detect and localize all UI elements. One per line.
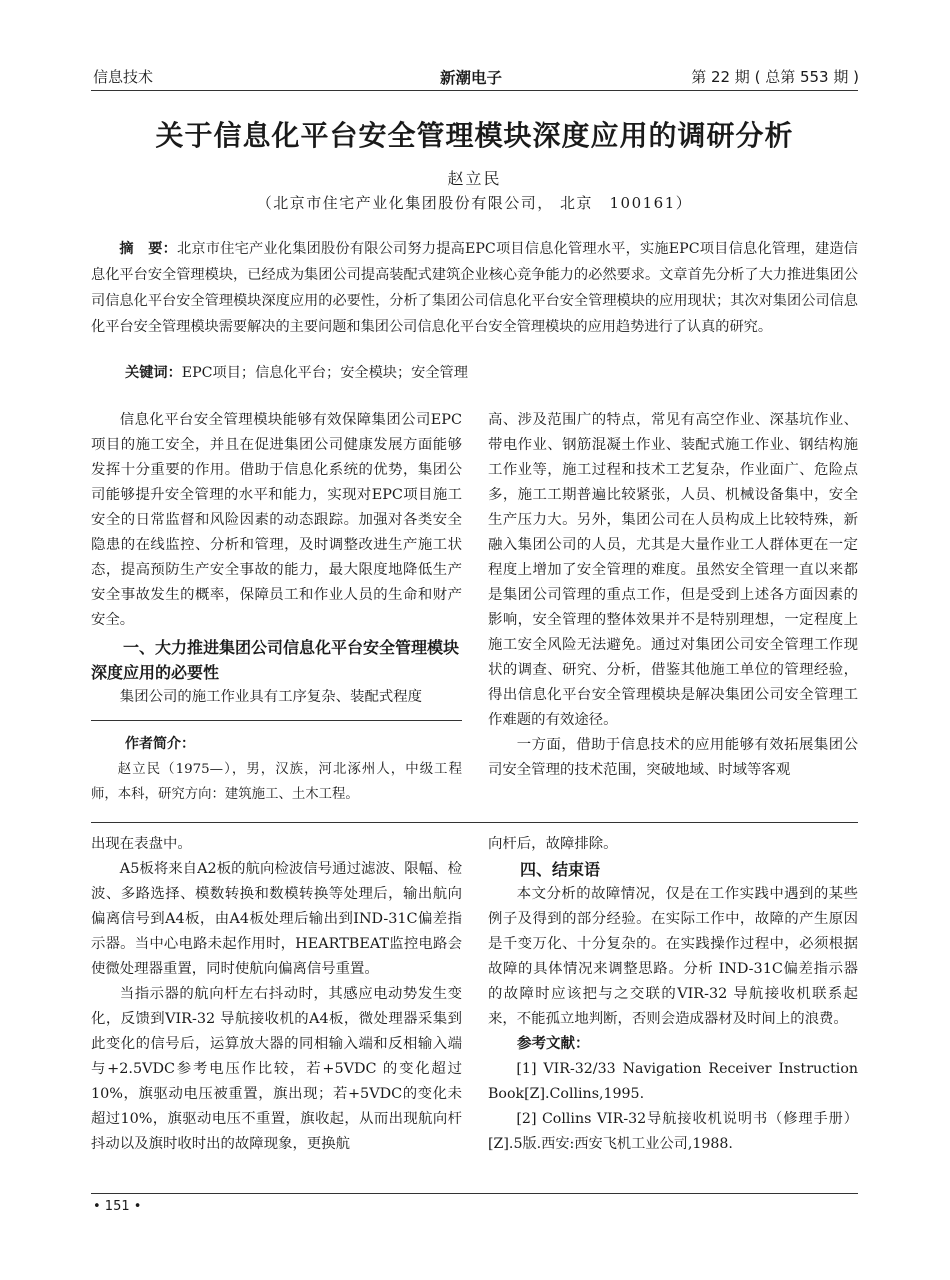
article-right-column — [488, 408, 858, 783]
abstract-label: 摘 要： — [119, 241, 177, 257]
article-author: 赵立民 — [447, 169, 502, 188]
keywords-label: 关键词： — [125, 365, 182, 381]
page-number: • 151 • — [93, 1199, 142, 1214]
abstract-text: 北京市住宅产业化集团股份有限公司努力提高EPC项目信息化管理水平，实施EPC项目信息化管理，建造信息化平台安全管理模块，已经成为集团公司提高装配式建筑企业核心竞争能力的必然要求。文章首先分析了大力推进集团公司信息化平台安全管理模块深度应用的必要性，分析了集团公司信息化平台安全管理模块的应用现状；其次对集团公司信息化平台安全管理模块需要解决的主要问题和集团公司信息化平台安全管理模块的应用趋势进行了认真的研究。 — [91, 241, 858, 335]
author-note-text: 赵立民（1975—），男，汉族，河北涿州人，中级工程师，本科，研究方向：建筑施工、土木工程。 — [91, 762, 462, 802]
article-left-column — [91, 408, 462, 710]
author-note — [91, 732, 462, 807]
prev-right-paragraph-0: 向杆后，故障排除。 — [488, 836, 618, 852]
prev-paragraph-0: 出现在表盘中。 — [91, 836, 192, 852]
references-label: 参考文献： — [517, 1036, 590, 1052]
article-title: 关于信息化平台安全管理模块深度应用的调研分析 — [155, 119, 794, 152]
article-affiliation: （北京市住宅产业化集团股份有限公司， 北京 100161） — [256, 194, 693, 212]
author-note-label: 作者简介： — [125, 736, 195, 752]
section-1-continued: 高、涉及范围广的特点，常见有高空作业、深基坑作业、带电作业、钢筋混凝土作业、装配式施工作业、钢结构施工作业等，施工过程和技术工艺复杂，作业面广、危险点多，施工工期普遍比较紧张，人员、机械设备集中，安全生产压力大。另外，集团公司在人员构成上比较特殊，新融入集团公司的人员，尤其是大量作业工人群体更在一定程度上增加了安全管理的难度。虽然安全管理一直以来都是集团公司管理的重点工作，但是受到上述各方面因素的影响，安全管理的整体效果并不是特别理想，一定程度上施工安全风险无法避免。通过对集团公司安全管理工作现状的调查、研究、分析，借鉴其他施工单位的管理经验，得出信息化平台安全管理模块是解决集团公司安全管理工作难题的有效途径。 — [488, 412, 858, 728]
abstract — [91, 236, 858, 340]
intro-paragraph: 信息化平台安全管理模块能够有效保障集团公司EPC项目的施工安全，并且在促进集团公司健康发展方面能够发挥十分重要的作用。借助于信息化系统的优势，集团公司能够提升安全管理的水平和能力，实现对EPC项目施工安全的日常监督和风险因素的动态跟踪。加强对各类安全隐患的在线监控、分析和管理，及时调整改进生产施工状态，提高预防生产安全事故的能力，最大限度地降低生产安全事故发生的概率，保障员工和作业人员的生命和财产安全。 — [91, 412, 462, 628]
keywords-text: EPC项目；信息化平台；安全模块；安全管理 — [181, 365, 468, 381]
keywords — [125, 361, 858, 385]
section-1-paragraph-2: 一方面，借助于信息技术的应用能够有效拓展集团公司安全管理的技术范围，突破地域、时域等客观 — [488, 737, 858, 778]
section-heading-1: 一、大力推进集团公司信息化平台安全管理模块深度应用的必要性 — [91, 638, 460, 682]
author-note-rule — [91, 720, 462, 721]
conclusion-paragraph: 本文分析的故障情况，仅是在工作实践中遇到的某些例子及得到的部分经验。在实际工作中，故障的产生原因是千变万化、十分复杂的。在实践操作过程中，必须根据故障的具体情况来调整思路。分析 IND-31C偏差指示器的故障时应该把与之交联的VIR-32 导航接收机联系起来，不能孤立地判断，否则会造成器材及时间上的浪费。 — [488, 886, 858, 1027]
footer-rule — [91, 1193, 858, 1194]
header-rule — [91, 90, 858, 91]
prev-paragraph-2: 当指示器的航向杆左右抖动时，其感应电动势发生变化，反馈到VIR-32 导航接收机的A4板，微处理器采集到此变化的信号后，运算放大器的同相输入端和反相输入端与+2.5VDC参考电压作比较，若+5VDC 的变化超过10%，旗驱动电压被重置，旗出现；若+5VDC的变化未超过10%，旗驱动电压不重置，旗收起，从而出现航向杆抖动以及旗时收时出的故障现象，更换航 — [91, 986, 462, 1152]
article-separator — [91, 822, 858, 823]
reference-1: [1] VIR-32/33 Navigation Receiver Instruction Book[Z].Collins,1995. — [488, 1061, 858, 1102]
prev-paragraph-1: A5板将来自A2板的航向检波信号通过滤波、限幅、检波、多路选择、模数转换和数模转换等处理后，输出航向偏离信号到A4板，由A4板处理后输出到IND-31C偏差指示器。当中心电路未起作用时，HEARTBEAT监控电路会使微处理器重置，同时使航向偏离信号重置。 — [91, 861, 462, 977]
issue-number: 第 22 期 ( 总第 553 期 ) — [691, 68, 859, 86]
conclusion-heading: 四、结束语 — [520, 860, 601, 879]
prev-article-right-column — [488, 832, 858, 1157]
reference-2: [2] Collins VIR-32导航接收机说明书（修理手册）[Z].5版.西安:西安飞机工业公司,1988. — [488, 1111, 858, 1152]
prev-article-left-column — [91, 832, 462, 1157]
journal-section-label: 信息技术 — [93, 68, 154, 86]
journal-name: 新潮电子 — [440, 69, 503, 87]
section-1-paragraph: 集团公司的施工作业具有工序复杂、装配式程度 — [119, 689, 423, 705]
